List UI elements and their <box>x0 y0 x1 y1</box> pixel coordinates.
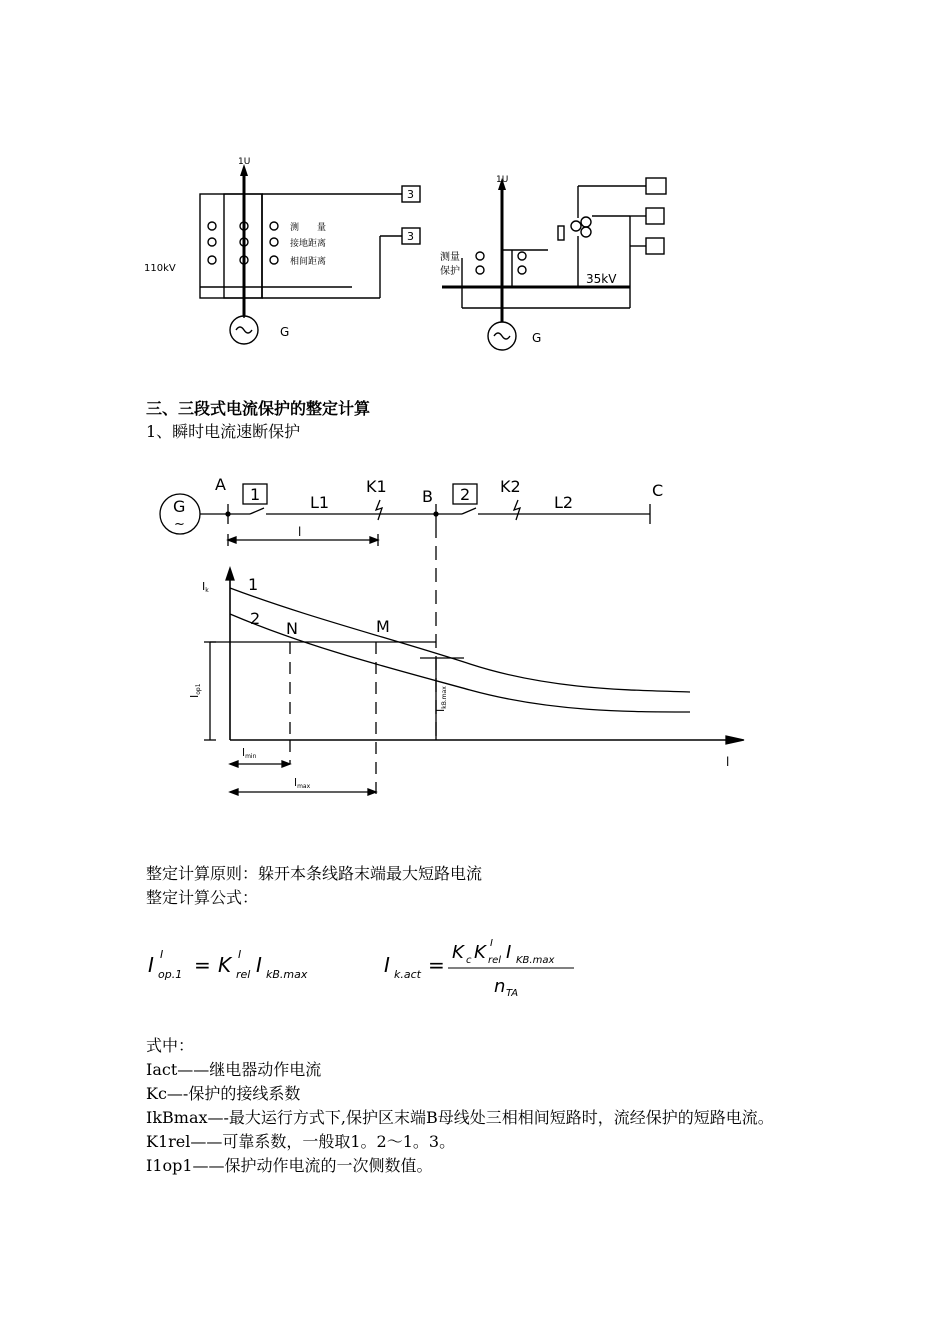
x-axis-label: l <box>726 755 730 769</box>
formula-block <box>144 932 604 1002</box>
ikb-label: IkB.max <box>434 686 448 712</box>
formula-1-lhs: I <box>148 953 154 977</box>
right-side-label-1: 测量 <box>440 252 460 263</box>
right-side-label-2: 保护 <box>440 266 460 277</box>
left-row-label-3: 相间距离 <box>290 257 327 267</box>
svg-text:op.1: op.1 <box>158 968 183 981</box>
left-row-label-2: 接地距离 <box>290 239 327 249</box>
left-bus-label: 110kV <box>144 263 176 274</box>
left-row-label-1: 测 量 <box>290 223 327 233</box>
svg-text:KB.max: KB.max <box>516 955 555 966</box>
svg-text:I: I <box>238 948 242 961</box>
right-bus-label: 35kV <box>586 272 617 286</box>
formula-title: 整定计算公式： <box>146 888 259 907</box>
formula-1-i: I <box>256 953 262 977</box>
definition-item: IkBmax—-最大运行方式下,保护区末端B母线处三相相间短路时，流经保护的短路电流。 <box>146 1108 774 1127</box>
svg-text:k.act: k.act <box>394 968 421 981</box>
iop-label: Iop1 <box>188 683 202 698</box>
protection-box-1-label: 1 <box>250 485 261 504</box>
svg-text:=: = <box>194 953 211 977</box>
svg-text:I: I <box>506 942 512 963</box>
svg-text:rel: rel <box>236 968 251 981</box>
subsection-title: 1、瞬时电流速断保护 <box>146 422 301 441</box>
line-l2-label: L2 <box>554 493 574 512</box>
formula-1-k: K <box>218 953 232 977</box>
svg-text:c: c <box>466 955 472 966</box>
lmin-label: lmin <box>242 746 257 760</box>
svg-text:I: I <box>490 938 493 949</box>
svg-text:n: n <box>494 976 506 997</box>
curve-1-label: 1 <box>248 575 259 594</box>
definition-item: I1op1——保护动作电流的一次侧数值。 <box>146 1156 433 1175</box>
definition-item: K1rel——可靠系数，一般取1。2～1。3。 <box>146 1132 456 1151</box>
gen-tilde: ~ <box>174 517 185 532</box>
line-l1-label: L1 <box>310 493 330 512</box>
svg-text:K: K <box>452 942 464 963</box>
section-heading: 三、三段式电流保护的整定计算 <box>146 399 371 418</box>
point-n-label: N <box>286 619 298 638</box>
bus-a-label: A <box>215 475 226 494</box>
svg-text:K: K <box>474 942 486 963</box>
svg-text:kB.max: kB.max <box>266 968 308 981</box>
svg-text:rel: rel <box>488 955 502 966</box>
ik-axis-label: Ik <box>202 580 209 594</box>
protection-box-2-label: 2 <box>460 485 471 504</box>
curve-2-label: 2 <box>250 609 261 628</box>
point-m-label: M <box>376 617 390 636</box>
formula-2-lhs: I <box>384 953 390 977</box>
left-relay-box-1: 3 <box>407 188 414 201</box>
right-top-label: 1U <box>496 175 509 185</box>
lmax-label: lmax <box>294 776 311 790</box>
fault-k1-label: K1 <box>366 477 387 496</box>
right-gen-label: G <box>532 331 542 345</box>
current-protection-diagram <box>150 468 760 808</box>
svg-text:=: = <box>428 953 445 977</box>
definitions-block <box>146 1034 826 1178</box>
bus-c-label: C <box>652 481 664 500</box>
fault-k2-label: K2 <box>500 477 521 496</box>
definition-item: Iact——继电器动作电流 <box>146 1060 322 1079</box>
length-l-label: l <box>298 525 302 539</box>
principle-text: 整定计算原则：躲开本条线路末端最大短路电流 <box>146 864 483 883</box>
left-gen-label: G <box>280 325 290 339</box>
top-circuit-figure <box>140 150 680 365</box>
svg-text:TA: TA <box>506 988 519 999</box>
left-relay-box-2: 3 <box>407 230 414 243</box>
bus-b-label: B <box>422 487 433 506</box>
definitions-title: 式中： <box>146 1036 195 1055</box>
svg-text:I: I <box>160 948 164 961</box>
gen-label: G <box>173 497 186 516</box>
left-top-label: 1U <box>238 157 251 167</box>
definition-item: Kc—-保护的接线系数 <box>146 1084 301 1103</box>
